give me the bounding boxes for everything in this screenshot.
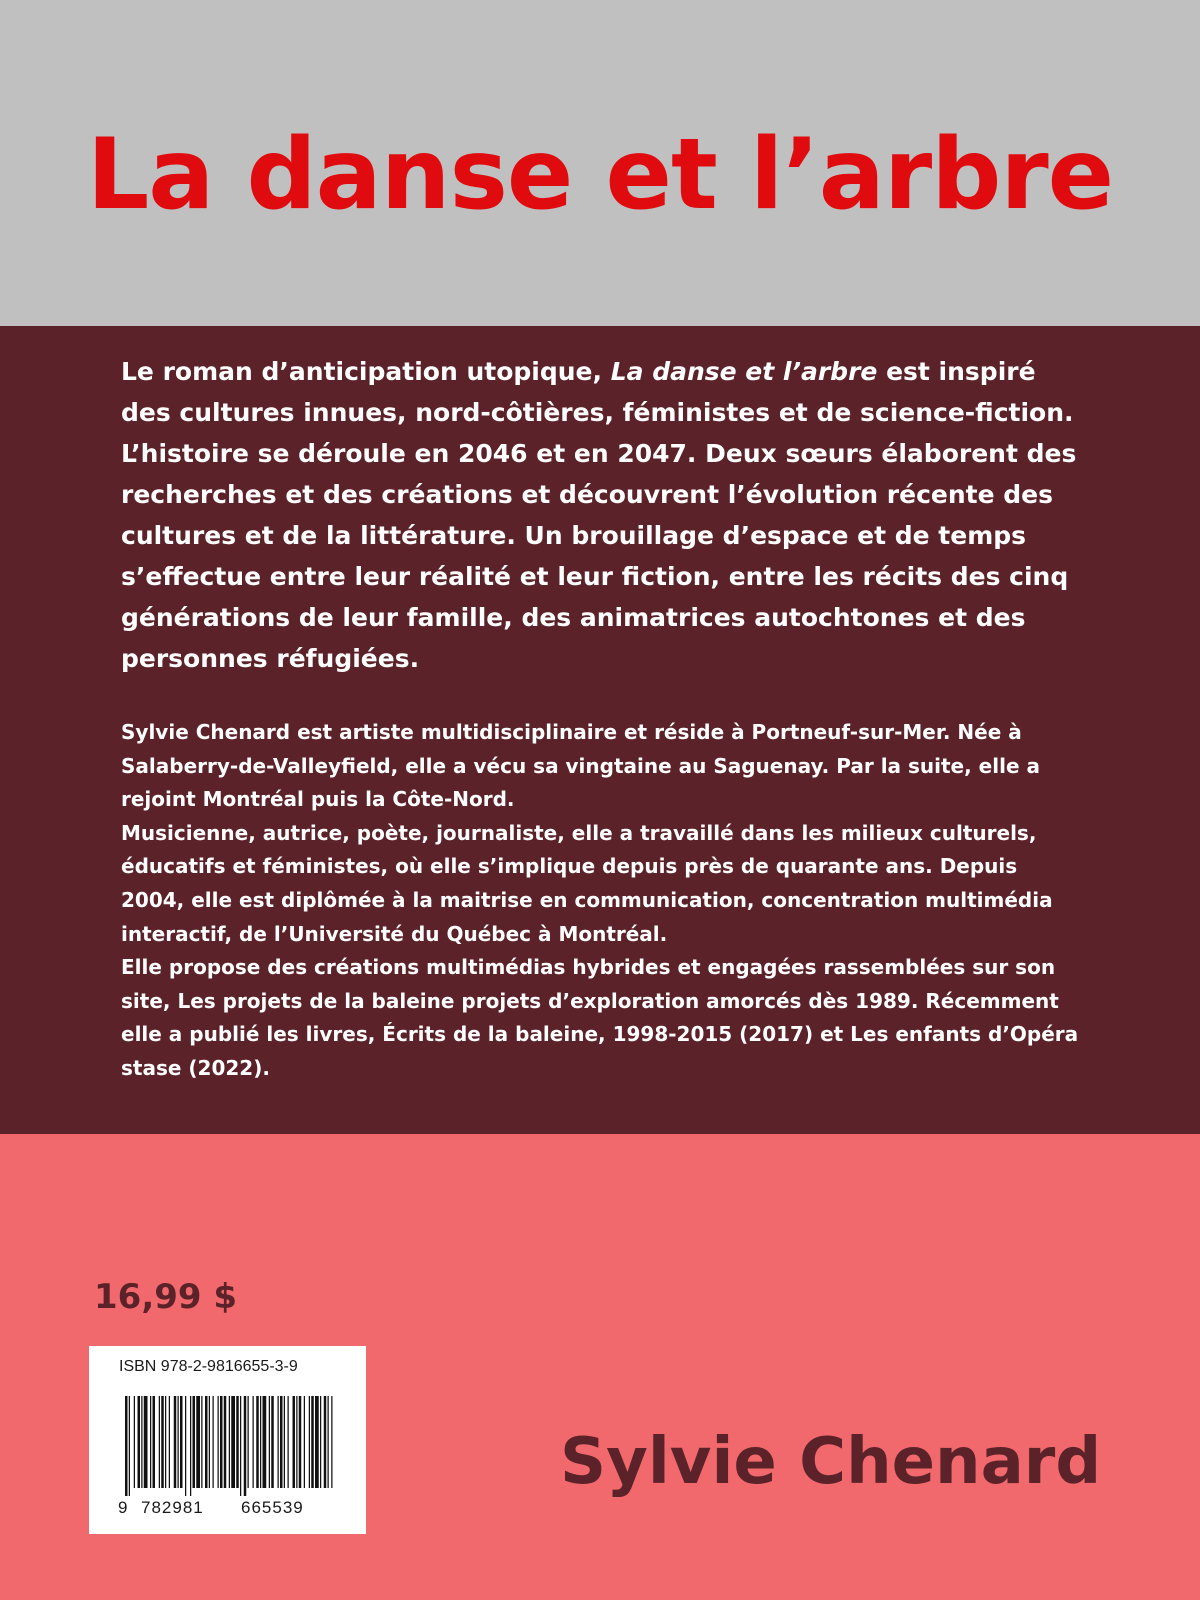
barcode-bar — [178, 1396, 179, 1488]
barcode-bar — [209, 1396, 210, 1488]
barcode-right-group: 665539 — [241, 1498, 304, 1517]
barcode-bar — [196, 1396, 200, 1488]
bio-paragraph: Elle propose des créations multimédias hybrides et engagées rassemblées sur son site, Les projets de la baleine projets d’exploration amorcés dès 1989. Récemment elle a publié les livres, Écrits de la baleine, 1998-2015 (2017) et Les enfants d’Opéra stase (2022). — [121, 955, 1079, 1080]
barcode-bar — [280, 1396, 283, 1488]
barcode-bar — [309, 1396, 310, 1488]
price: 16,99 $ — [94, 1277, 238, 1317]
barcode-bar — [224, 1396, 227, 1488]
barcode-bar — [153, 1396, 156, 1488]
barcode-bar — [150, 1396, 151, 1488]
barcode-bar — [190, 1396, 191, 1496]
barcode-left-group: 782981 — [141, 1498, 204, 1517]
author-name: Sylvie Chenard — [560, 1425, 1102, 1499]
barcode-bar — [138, 1396, 141, 1488]
barcode-bar — [236, 1396, 239, 1488]
barcode-bar — [299, 1396, 302, 1488]
bio-paragraph: Sylvie Chenard est artiste multidisciplinaire et réside à Portneuf-sur-Mer. Née à Salaberry-de-Valleyfield, elle a vécu sa vingtaine au Saguenay. Par la suite, elle a rejoint Montréal puis la Côte-Nord. — [121, 720, 1040, 812]
barcode-bar — [161, 1396, 164, 1488]
barcode-bar — [240, 1396, 241, 1496]
barcode-bar — [331, 1396, 332, 1488]
barcode-bar — [293, 1396, 296, 1488]
barcode-bar — [278, 1396, 279, 1488]
barcode-bar — [256, 1396, 259, 1488]
barcode-bar — [169, 1396, 170, 1488]
summary-paragraph — [121, 351, 1081, 679]
barcode-bar — [260, 1396, 261, 1488]
barcode-bar — [244, 1396, 247, 1496]
barcode-bar — [324, 1396, 327, 1488]
barcode-bar — [320, 1396, 321, 1488]
barcode-bar — [141, 1396, 142, 1488]
barcode-bar — [144, 1396, 148, 1488]
barcode-bar — [201, 1396, 202, 1488]
barcode-bar — [248, 1396, 249, 1488]
barcode-digits — [89, 1498, 366, 1522]
barcode-first-digit: 9 — [118, 1498, 128, 1517]
barcode-bar — [165, 1396, 166, 1488]
barcode-bar — [315, 1396, 319, 1488]
barcode-bar — [304, 1396, 305, 1488]
barcode-bar — [271, 1396, 274, 1488]
barcode-bar — [328, 1396, 329, 1488]
isbn-barcode — [89, 1346, 366, 1534]
barcode-bar — [263, 1396, 267, 1488]
summary-intro: Le roman d’anticipation utopique, — [121, 357, 611, 386]
barcode-bar — [311, 1396, 314, 1488]
barcode-bar — [231, 1396, 235, 1488]
isbn-label: ISBN 978-2-9816655-3-9 — [119, 1358, 298, 1375]
barcode-bar — [129, 1396, 130, 1496]
barcode-bar — [193, 1396, 196, 1488]
barcode-bar — [284, 1396, 285, 1488]
summary-italic-title: La danse et l’arbre — [610, 357, 878, 386]
barcode-bar — [269, 1396, 270, 1488]
barcode-bar — [218, 1396, 219, 1488]
barcode-bar — [205, 1396, 208, 1488]
top-band — [0, 0, 1200, 326]
barcode-bar — [213, 1396, 214, 1488]
barcode-bar — [134, 1396, 135, 1488]
barcode-bar — [288, 1396, 289, 1488]
barcode-bar — [125, 1396, 128, 1496]
barcode-bar — [174, 1396, 177, 1488]
barcode-bars — [125, 1396, 337, 1496]
barcode-bar — [229, 1396, 230, 1488]
barcode-bar — [185, 1396, 186, 1496]
bio-paragraph: Musicienne, autrice, poète, journaliste, elle a travaillé dans les milieux culturels, éducatifs et féministes, où elle s’implique depuis près de quarante ans. Depuis 2004, elle est diplômée à la maitrise en communication, concentration multimédia interactif, de l’Université du Québec à Montréal. — [121, 820, 1053, 946]
barcode-bar — [296, 1396, 297, 1488]
summary-body: est inspiré des cultures innues, nord-côtières, féministes et de science-fiction. L’histoire se déroule en 2046 et en 2047. Deux sœurs élaborent des recherches et des créations et découvrent l’évolution récente des cultures et de la littérature. Un brouillage d’espace et de temps s’effectue entre leur réalité et leur fiction, entre les récits des cinq générations de leur famille, des animatrices autochtones et des personnes réfugiées. — [121, 357, 1077, 673]
barcode-bar — [253, 1396, 254, 1488]
barcode-bar — [159, 1396, 160, 1488]
book-title: La danse et l’arbre — [86, 118, 1114, 232]
author-bio — [121, 716, 1081, 1086]
barcode-bar — [220, 1396, 223, 1488]
barcode-bar — [180, 1396, 183, 1488]
